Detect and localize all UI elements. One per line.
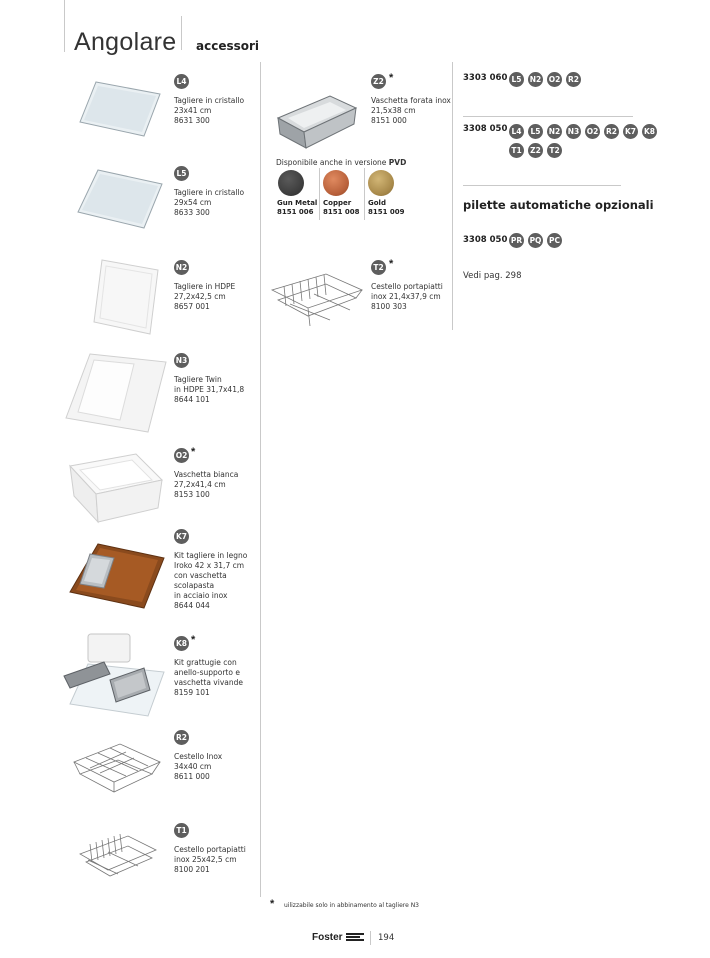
swatch-divider [319,168,320,220]
code-badge: N2 [528,72,543,87]
wood-board-kit-icon [68,542,166,615]
code-badge: PQ [528,233,543,248]
swatch-name: Copper [323,199,352,207]
footnote-star: * [191,634,196,646]
code-badge: Z2 [528,143,543,158]
code-badge: R2 [604,124,619,139]
brand-mark-icon [346,933,364,941]
item-line: scolapasta [174,581,215,590]
code-badge: O2 [585,124,600,139]
item-line: 8644 101 [174,395,210,404]
item-line: Cestello Inox [174,752,223,761]
column-divider-1 [260,62,261,897]
section-rule [463,116,633,117]
code-badge: L5 [509,72,524,87]
item-line: Tagliere in cristallo [174,188,245,197]
item-line: 8100 303 [371,302,407,311]
pvd-note-bold: PVD [388,158,407,167]
glass-cutting-board-icon [78,78,162,145]
glass-cutting-board-icon [76,166,164,237]
item-line: Cestello portapiatti [174,845,246,854]
item-line: 29x54 cm [174,198,212,207]
swatch-divider [364,168,365,220]
page-subtitle: accessori [196,39,260,53]
code-badge: O2 [547,72,562,87]
item-line: 34x40 cm [174,762,212,771]
item-line: 27,2x41,4 cm [174,480,226,489]
gun-metal-swatch [278,170,304,196]
item-line: vaschetta vivande [174,678,243,687]
header-left-rule [64,0,65,52]
footnote-star: * [389,258,394,270]
item-line: Kit tagliere in legno [174,551,248,560]
code-badge: K8 [174,636,189,651]
white-basin-icon [66,450,164,529]
code-badge: Z2 [371,74,386,89]
code-badge: K8 [642,124,657,139]
item-line: 8657 001 [174,302,210,311]
code-badge: PC [547,233,562,248]
footnote-text: uilizzabile solo in abbinamento al tagliere N3 [284,902,420,909]
swatch-code: 8151 008 [323,208,360,216]
item-line: con vaschetta [174,571,227,580]
dish-rack-icon [270,270,364,335]
code-badge: K7 [174,529,189,544]
section-rule [463,185,621,186]
page-number: 194 [378,933,395,943]
item-line: Kit grattugie con [174,658,237,667]
dish-rack-icon [78,830,158,889]
swatch-code: 8151 009 [368,208,405,216]
item-line: Vaschetta bianca [174,470,239,479]
item-line: Tagliere in HDPE [174,282,236,291]
product-code: 3303 060 [463,73,508,83]
product-code: 3308 050 [463,124,508,134]
item-line: in acciaio inox [174,591,228,600]
item-line: 8159 101 [174,688,210,697]
code-badge: L4 [509,124,524,139]
code-badge: R2 [566,72,581,87]
item-line: Tagliere in cristallo [174,96,245,105]
code-badge: T1 [509,143,524,158]
code-badge: L5 [174,166,189,181]
gold-swatch [368,170,394,196]
item-line: inox 21,4x37,9 cm [371,292,441,301]
item-line: 8611 000 [174,772,210,781]
see-page-link[interactable]: Vedi pag. 298 [463,271,522,281]
code-badge: O2 [174,448,189,463]
pvd-note-text: Disponibile anche in versione [276,158,389,167]
item-line: Cestello portapiatti [371,282,443,291]
code-badge: T1 [174,823,189,838]
item-line: inox 25x42,5 cm [174,855,237,864]
item-line: 8631 300 [174,116,210,125]
code-badge: N2 [547,124,562,139]
item-line: 8151 000 [371,116,407,125]
code-badge: T2 [547,143,562,158]
brand-name: Foster [312,932,343,943]
code-badge: L5 [528,124,543,139]
copper-swatch [323,170,349,196]
item-line: 8644 044 [174,601,210,610]
code-badge: N3 [566,124,581,139]
code-badge: PR [509,233,524,248]
code-badge: N3 [174,353,189,368]
item-line: Iroko 42 x 31,7 cm [174,561,245,570]
header-divider [181,16,182,50]
code-badge: L4 [174,74,189,89]
item-line: in HDPE 31,7x41,8 [174,385,245,394]
swatch-name: Gold [368,199,386,207]
wire-basket-icon [70,740,162,807]
footnote-star: * [389,72,394,84]
item-line: Vaschetta forata inox [371,96,451,105]
item-line: Tagliere Twin [174,375,222,384]
item-line: 23x41 cm [174,106,212,115]
column-divider-2 [452,62,453,330]
pvd-note [276,158,406,167]
hdpe-cutting-board-icon [90,256,162,341]
footnote-star: * [270,898,275,910]
code-badge: N2 [174,260,189,275]
code-badge: R2 [174,730,189,745]
perforated-tray-icon [274,92,358,155]
item-line: 21,5x38 cm [371,106,416,115]
product-code: 3308 050 [463,235,508,245]
swatch-code: 8151 006 [277,208,314,216]
footnote-star: * [191,446,196,458]
item-line: 27,2x42,5 cm [174,292,226,301]
swatch-name: Gun Metal [277,199,318,207]
item-line: anello-supporto e [174,668,240,677]
item-line: 8100 201 [174,865,210,874]
item-line: 8153 100 [174,490,210,499]
page-title: Angolare [74,28,177,56]
twin-cutting-board-icon [64,352,168,439]
footer-divider [370,931,371,945]
item-line: 8633 300 [174,208,210,217]
code-badge: K7 [623,124,638,139]
code-badge: T2 [371,260,386,275]
brand-logo [312,932,364,943]
section-title: pilette automatiche opzionali [463,198,654,212]
grater-kit-icon [60,630,170,723]
